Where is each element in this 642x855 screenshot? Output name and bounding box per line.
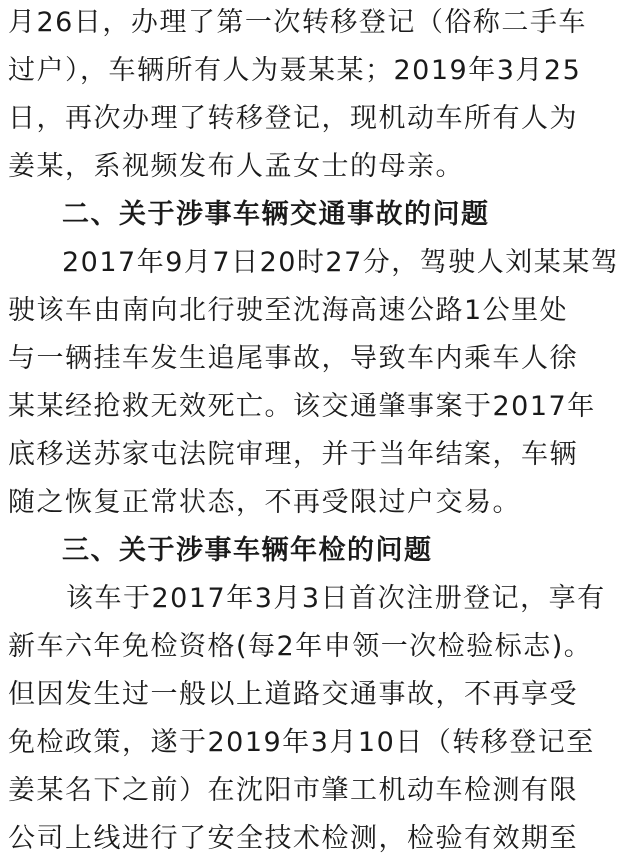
text-line: 新车六年免检资格(每2年申领一次检验标志)。 bbox=[8, 631, 593, 662]
text-line: 与一辆挂车发生追尾事故，导致车内乘车人徐 bbox=[8, 343, 578, 374]
text-line: 该车于2017年3月3日首次注册登记，享有 bbox=[66, 583, 606, 614]
text-line: 姜某名下之前）在沈阳市肇工机动车检测有限 bbox=[8, 775, 578, 806]
section-heading: 二、关于涉事车辆交通事故的问题 bbox=[62, 199, 490, 230]
text-line: 驶该车由南向北行驶至沈海高速公路1公里处 bbox=[8, 295, 569, 326]
text-line: 免检政策，遂于2019年3月10日（转移登记至 bbox=[8, 727, 595, 758]
text-line: 2017年9月7日20时27分，驾驶人刘某某驾 bbox=[62, 247, 620, 278]
text-line: 姜某，系视频发布人孟女士的母亲。 bbox=[8, 151, 464, 182]
text-line: 公司上线进行了安全技术检测，检验有效期至 bbox=[8, 823, 578, 854]
text-line: 月26日，办理了第一次转移登记（俗称二手车 bbox=[8, 7, 587, 38]
text-line: 但因发生过一般以上道路交通事故，不再享受 bbox=[8, 679, 578, 710]
text-line: 过户），车辆所有人为聂某某；2019年3月25 bbox=[8, 55, 582, 86]
text-line: 某某经抢救无效死亡。该交通肇事案于2017年 bbox=[8, 391, 596, 422]
section-heading: 三、关于涉事车辆年检的问题 bbox=[62, 535, 433, 566]
text-line: 随之恢复正常状态，不再受限过户交易。 bbox=[8, 487, 521, 518]
text-line: 日，再次办理了转移登记，现机动车所有人为 bbox=[8, 103, 578, 134]
text-line: 底移送苏家屯法院审理，并于当年结案，车辆 bbox=[8, 439, 578, 470]
